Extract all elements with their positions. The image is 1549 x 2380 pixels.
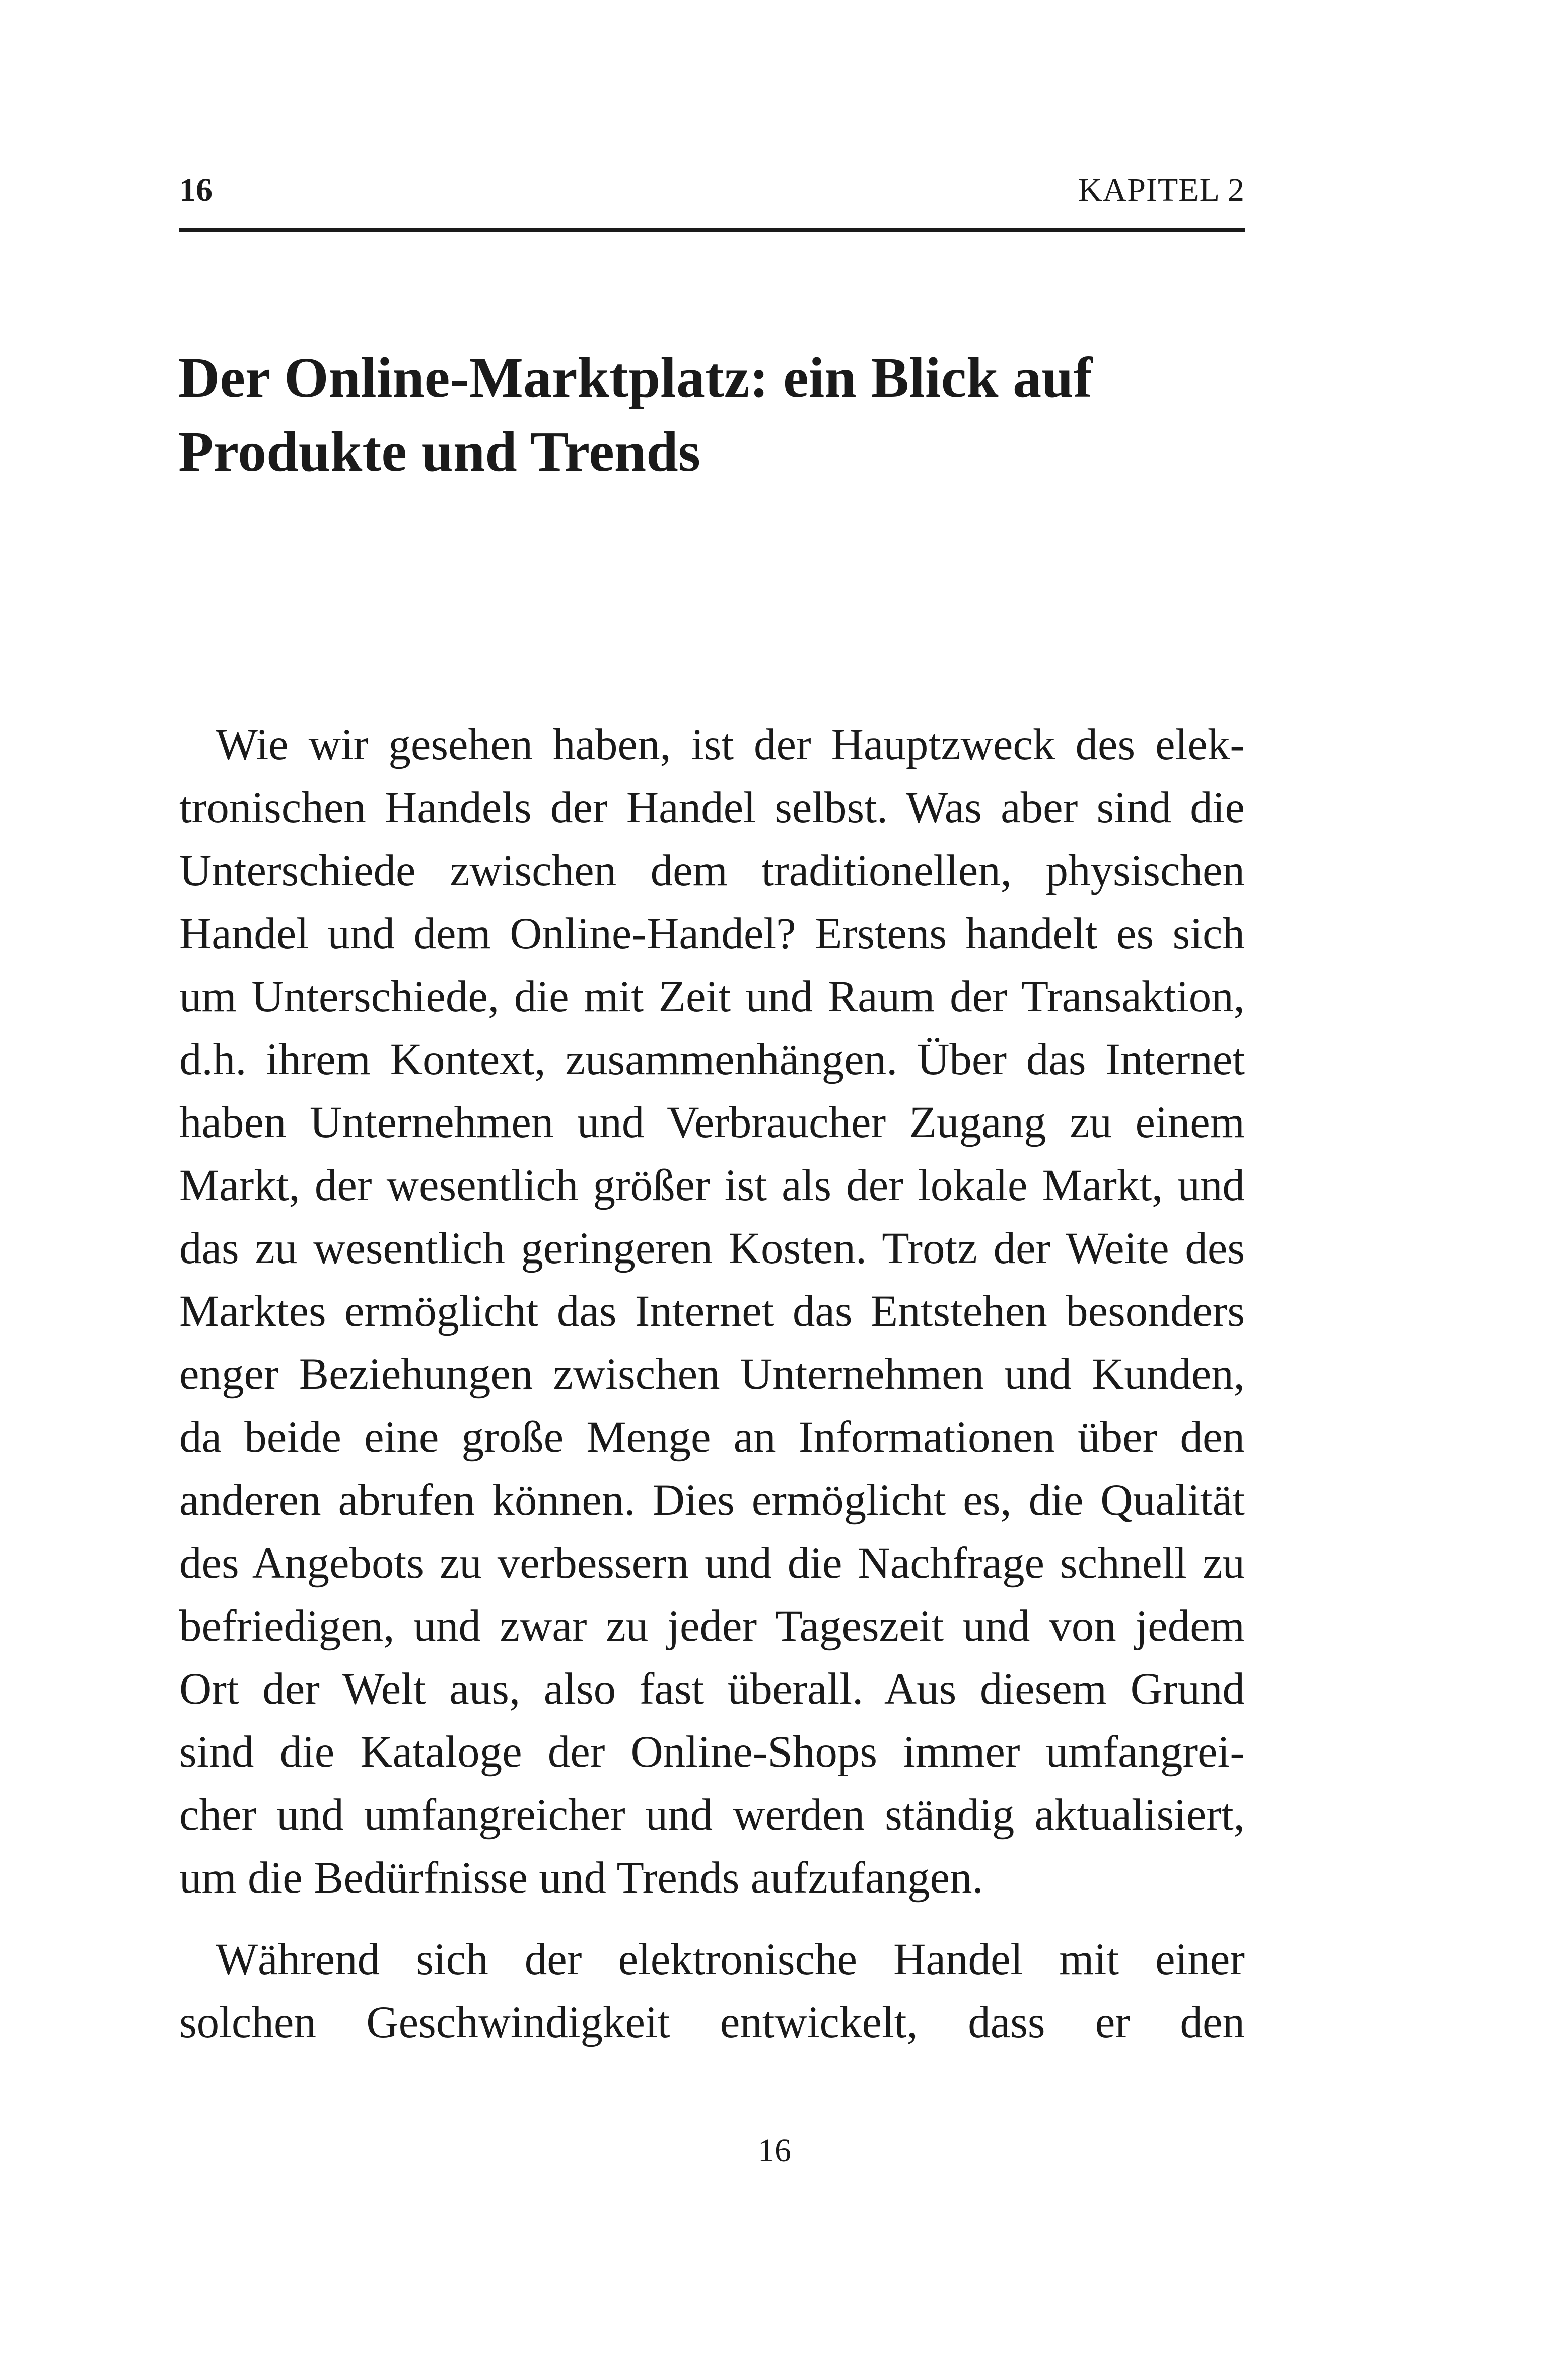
text-line: Wie wir gesehen haben, ist der Hauptzweck des elek- [216, 720, 1245, 769]
text-line: Unterschiede zwischen dem traditionellen, physischen [179, 846, 1245, 895]
text-line: tronischen Handels der Handel selbst. Was aber sind die [179, 783, 1245, 832]
text-line: des Angebots zu verbessern und die Nachfrage schnell zu [179, 1538, 1245, 1588]
text-line: haben Unternehmen und Verbraucher Zugang zu einem [179, 1098, 1245, 1147]
text-line: befriedigen, und zwar zu jeder Tageszeit und von jedem [179, 1601, 1245, 1651]
text-line: Markt, der wesentlich größer ist als der lokale Markt, und [179, 1161, 1245, 1210]
chapter-title-line: Produkte und Trends [178, 419, 700, 483]
text-line: das zu wesentlich geringeren Kosten. Trotz der Weite des [179, 1224, 1245, 1273]
chapter-title [178, 340, 1246, 488]
header-chapter-label: KAPITEL 2 [1078, 172, 1245, 208]
text-line: anderen abrufen können. Dies ermöglicht es, die Qualität [179, 1476, 1245, 1525]
text-line: sind die Kataloge der Online-Shops immer umfangrei- [179, 1727, 1245, 1777]
text-line: um Unterschiede, die mit Zeit und Raum der Transaktion, [179, 972, 1245, 1021]
text-line: Ort der Welt aus, also fast überall. Aus diesem Grund [179, 1664, 1245, 1714]
text-line: solchen Geschwindigkeit entwickelt, dass er den [179, 1998, 1245, 2047]
text-line: enger Beziehungen zwischen Unternehmen und Kunden, [179, 1350, 1245, 1399]
paragraph [179, 1928, 1245, 2054]
chapter-title-line: Der Online-Marktplatz: ein Blick auf [178, 345, 1093, 409]
running-header [179, 174, 1245, 232]
text-line: cher und umfangreicher und werden ständig aktualisiert, [179, 1790, 1245, 1840]
text-line: d.h. ihrem Kontext, zusammenhängen. Über das Internet [179, 1035, 1245, 1084]
text-line: um die Bedürfnisse und Trends aufzufangen. [179, 1853, 983, 1903]
paragraph [179, 714, 1245, 1910]
footer-page-number: 16 [758, 2132, 791, 2169]
body-text [179, 714, 1245, 2054]
text-line: Handel und dem Online-Handel? Erstens handelt es sich [179, 909, 1245, 958]
header-page-number: 16 [179, 172, 213, 208]
text-line: da beide eine große Menge an Informationen über den [179, 1413, 1245, 1462]
text-line: Während sich der elektronische Handel mit einer [216, 1935, 1245, 1984]
text-line: Marktes ermöglicht das Internet das Entstehen besonders [179, 1287, 1245, 1336]
